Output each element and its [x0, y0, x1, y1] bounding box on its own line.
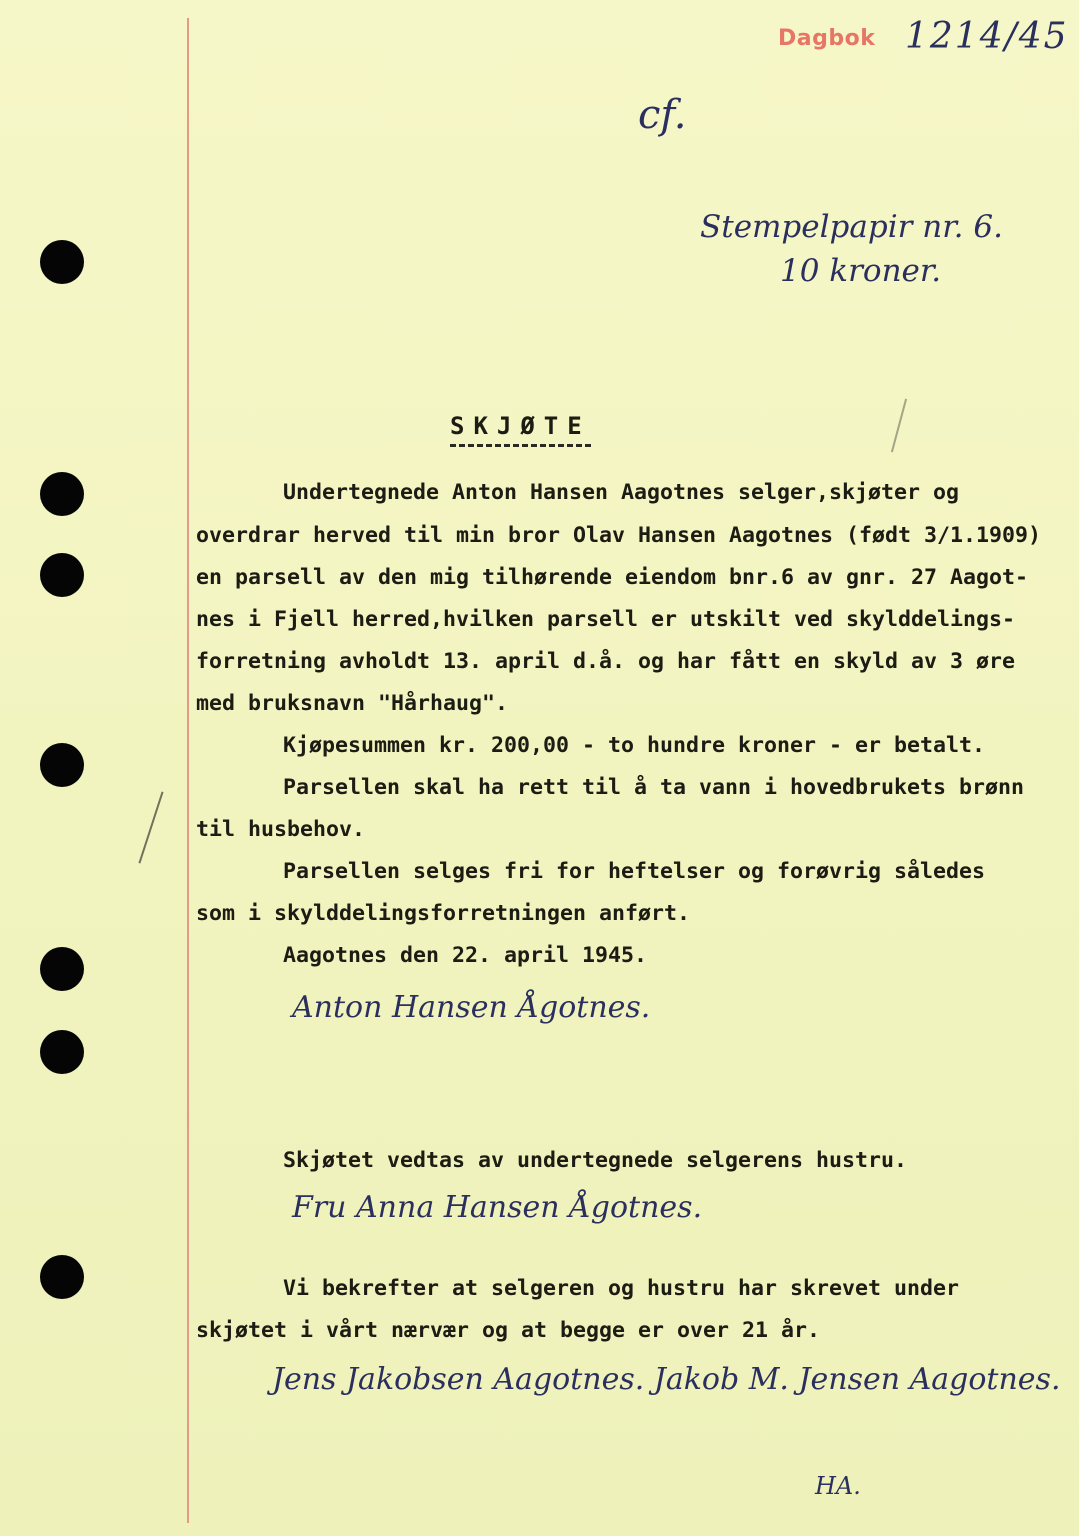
- wife-signature: Fru Anna Hansen Ågotnes.: [292, 1190, 703, 1225]
- body-line: Undertegnede Anton Hansen Aagotnes selger,skjøter og: [283, 480, 960, 505]
- witness-line: skjøtet i vårt nærvær og at begge er over 21 år.: [196, 1318, 821, 1343]
- handwritten-initial: cf.: [638, 92, 687, 138]
- body-line: Kjøpesummen kr. 200,00 - to hundre kroner - er betalt.: [283, 733, 986, 758]
- seller-signature: Anton Hansen Ågotnes.: [292, 990, 651, 1025]
- body-line: en parsell av den mig tilhørende eiendom bnr.6 av gnr. 27 Aagot-: [196, 565, 1029, 590]
- stamp-paper-line: Stempelpapir nr. 6.: [700, 209, 1003, 245]
- punch-hole: [40, 743, 84, 787]
- body-line: nes i Fjell herred,hvilken parsell er utskilt ved skylddelings-: [196, 607, 1016, 632]
- body-line: som i skylddelingsforretningen anført.: [196, 901, 691, 926]
- punch-hole: [40, 472, 84, 516]
- margin-rule: [187, 18, 189, 1523]
- punch-hole: [40, 1255, 84, 1299]
- body-line: forretning avholdt 13. april d.å. og har fått en skyld av 3 øre: [196, 649, 1016, 674]
- document-title: SKJØTE: [450, 412, 591, 447]
- acceptance-line: Skjøtet vedtas av undertegnede selgerens hustru.: [283, 1148, 908, 1173]
- body-line: med bruksnavn "Hårhaug".: [196, 691, 509, 716]
- body-line: Parsellen selges fri for heftelser og forøvrig således: [283, 859, 986, 884]
- page-number: 1214/45: [905, 16, 1069, 57]
- dagbok-stamp: Dagbok: [778, 26, 876, 51]
- pencil-mark: [891, 399, 907, 453]
- margin-pen-mark: [138, 792, 163, 864]
- punch-hole: [40, 947, 84, 991]
- punch-hole: [40, 240, 84, 284]
- stamp-paper-note: [700, 205, 1003, 293]
- witness-signatures: Jens Jakobsen Aagotnes. Jakob M. Jensen Aagotnes.: [272, 1362, 1061, 1397]
- witness-line: Vi bekrefter at selgeren og hustru har skrevet under: [283, 1276, 960, 1301]
- footer-initial: HA.: [815, 1472, 861, 1500]
- punch-hole: [40, 553, 84, 597]
- body-line: overdrar herved til min bror Olav Hansen Aagotnes (født 3/1.1909): [196, 523, 1042, 548]
- body-line: Aagotnes den 22. april 1945.: [283, 943, 648, 968]
- body-line: til husbehov.: [196, 817, 366, 842]
- body-line: Parsellen skal ha rett til å ta vann i hovedbrukets brønn: [283, 775, 1025, 800]
- punch-hole: [40, 1030, 84, 1074]
- stamp-paper-line: 10 kroner.: [780, 253, 942, 289]
